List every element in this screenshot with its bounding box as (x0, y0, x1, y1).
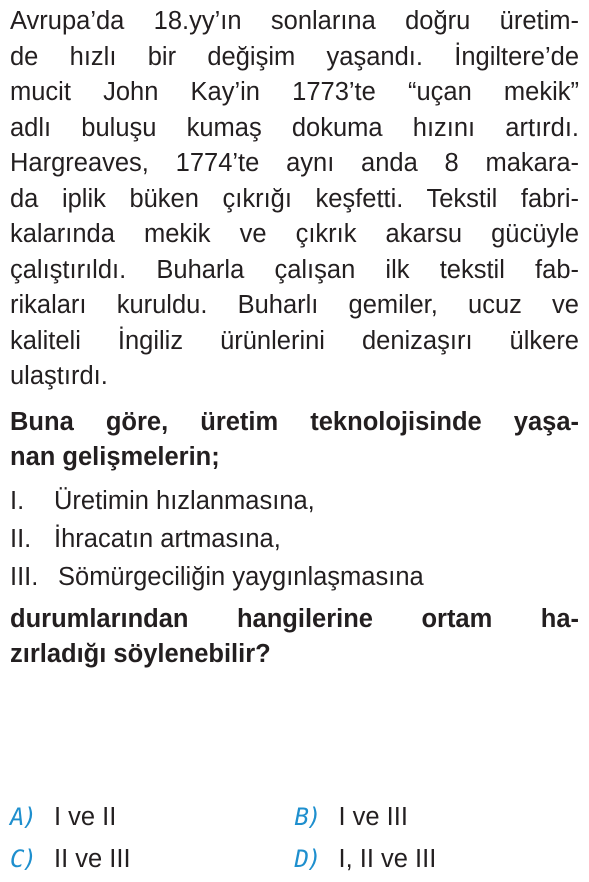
statement-text: İhracatın artmasına, (54, 524, 281, 553)
passage-line: kaliteli İngiliz ürünlerini denizaşırı ülkere (10, 326, 579, 355)
option-a[interactable] (10, 803, 295, 832)
option-text: II ve III (54, 844, 131, 873)
question-line: durumlarından hangilerine ortam ha- (10, 604, 579, 633)
statement-list (10, 482, 579, 596)
question-page (10, 4, 579, 673)
option-letter: D) (294, 845, 320, 873)
passage-line: Hargreaves, 1774’te aynı anda 8 makara- (10, 149, 579, 177)
passage-line: mucit John Kay’in 1773’te “uçan mekik” (10, 78, 579, 106)
statement-item (10, 482, 579, 520)
passage-line: Avrupa’da 18.yy’ın sonlarına doğru üretim- (10, 7, 579, 35)
statement-item (10, 520, 579, 558)
question-ending (10, 602, 579, 673)
passage-line: kalarında mekik ve çıkrık akarsu gücüyle (10, 220, 579, 248)
option-c[interactable] (10, 845, 295, 874)
question-stem (10, 405, 579, 476)
option-row (10, 796, 579, 838)
question-line: zırladığı söylenebilir? (10, 640, 271, 668)
passage (10, 4, 579, 395)
option-d[interactable] (295, 845, 580, 874)
statement-text: Sömürgeciliğin yaygınlaşmasına (58, 562, 424, 591)
option-b[interactable] (295, 803, 580, 832)
answer-options (10, 796, 579, 880)
option-letter: B) (294, 803, 320, 831)
statement-number: II. (10, 524, 32, 553)
passage-line: çalıştırıldı. Buharla çalışan ilk tekstil fab- (10, 255, 579, 284)
option-letter: C) (10, 845, 35, 873)
passage-line: ulaştırdı. (10, 362, 108, 390)
option-text: I ve III (338, 802, 408, 831)
passage-line: adlı buluşu kumaş dokuma hızını artırdı. (10, 113, 579, 142)
statement-text: Üretimin hızlanmasına, (54, 486, 315, 515)
passage-line: rikaları kuruldu. Buharlı gemiler, ucuz ve (10, 291, 579, 319)
option-letter: A) (10, 803, 35, 831)
question-line: nan gelişmelerin; (10, 443, 220, 471)
option-text: I ve II (54, 802, 117, 831)
option-text: I, II ve III (338, 844, 437, 873)
statement-number: I. (10, 486, 25, 515)
passage-line: de hızlı bir değişim yaşandı. İngiltere’de (10, 42, 579, 71)
passage-line: da iplik büken çıkrığı keşfetti. Tekstil fabri- (10, 184, 579, 213)
option-row (10, 838, 579, 880)
question-line: Buna göre, üretim teknolojisinde yaşa- (10, 407, 579, 436)
statement-number: III. (10, 562, 39, 591)
statement-item (10, 558, 579, 596)
